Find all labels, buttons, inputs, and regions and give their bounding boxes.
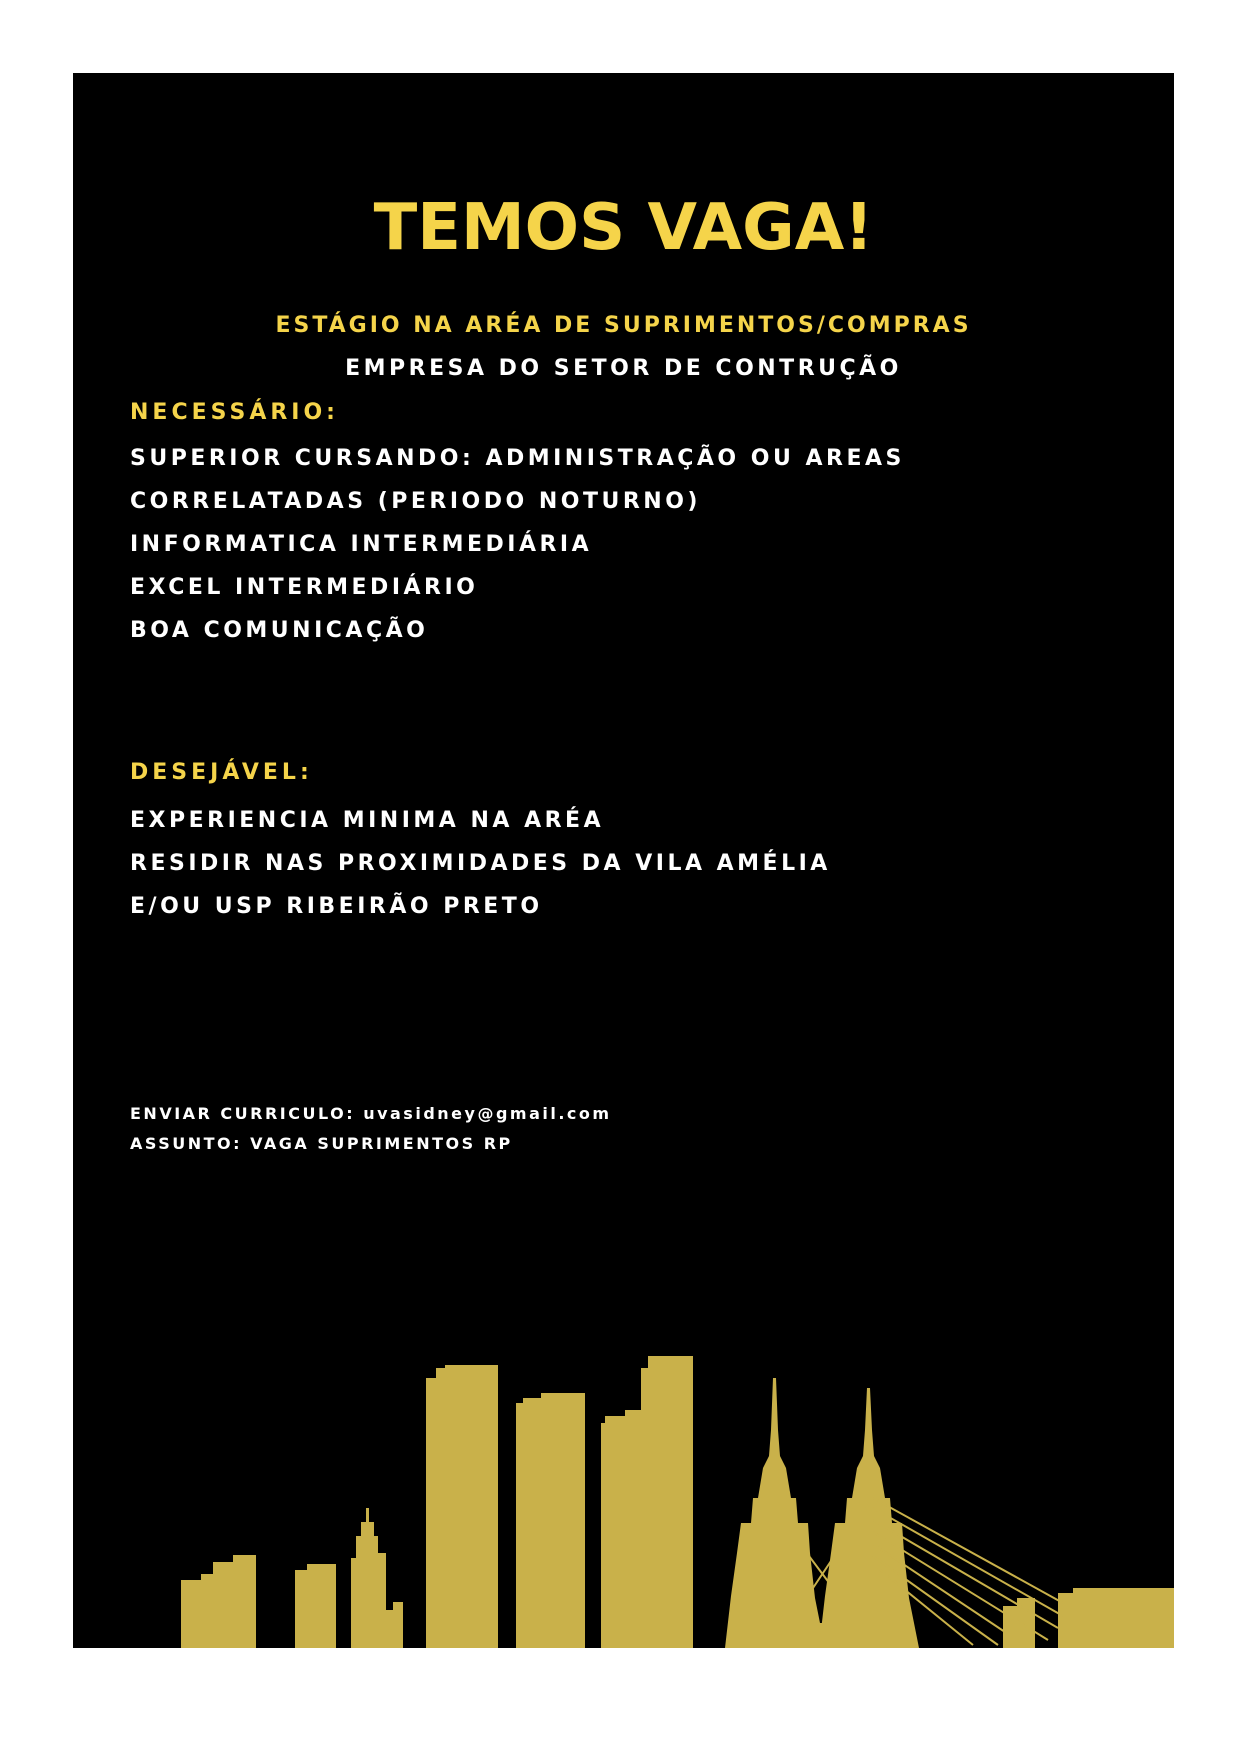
required-item: SUPERIOR CURSANDO: ADMINISTRAÇÃO OU AREAS (130, 446, 905, 471)
job-poster (73, 73, 1174, 1648)
required-heading: NECESSÁRIO: (130, 400, 339, 425)
required-item: INFORMATICA INTERMEDIÁRIA (130, 532, 593, 557)
desired-heading: DESEJÁVEL: (130, 760, 313, 785)
contact-subject: ASSUNTO: VAGA SUPRIMENTOS RP (130, 1134, 513, 1153)
company-description: EMPRESA DO SETOR DE CONTRUÇÃO (345, 356, 902, 381)
city-skyline-icon (73, 1348, 1174, 1648)
required-list (130, 437, 905, 652)
desired-list (130, 799, 831, 928)
required-item: CORRELATADAS (PERIODO NOTURNO) (130, 489, 701, 514)
contact-email: ENVIAR CURRICULO: uvasidney@gmail.com (130, 1104, 612, 1123)
desired-item: E/OU USP RIBEIRÃO PRETO (130, 894, 543, 919)
poster-title: TEMOS VAGA! (373, 191, 874, 265)
desired-item: EXPERIENCIA MINIMA NA ARÉA (130, 808, 605, 833)
required-item: EXCEL INTERMEDIÁRIO (130, 575, 479, 600)
required-item: BOA COMUNICAÇÃO (130, 618, 429, 643)
desired-item: RESIDIR NAS PROXIMIDADES DA VILA AMÉLIA (130, 851, 831, 876)
poster-subtitle: ESTÁGIO NA ARÉA DE SUPRIMENTOS/COMPRAS (275, 313, 972, 338)
contact-info (130, 1099, 612, 1159)
